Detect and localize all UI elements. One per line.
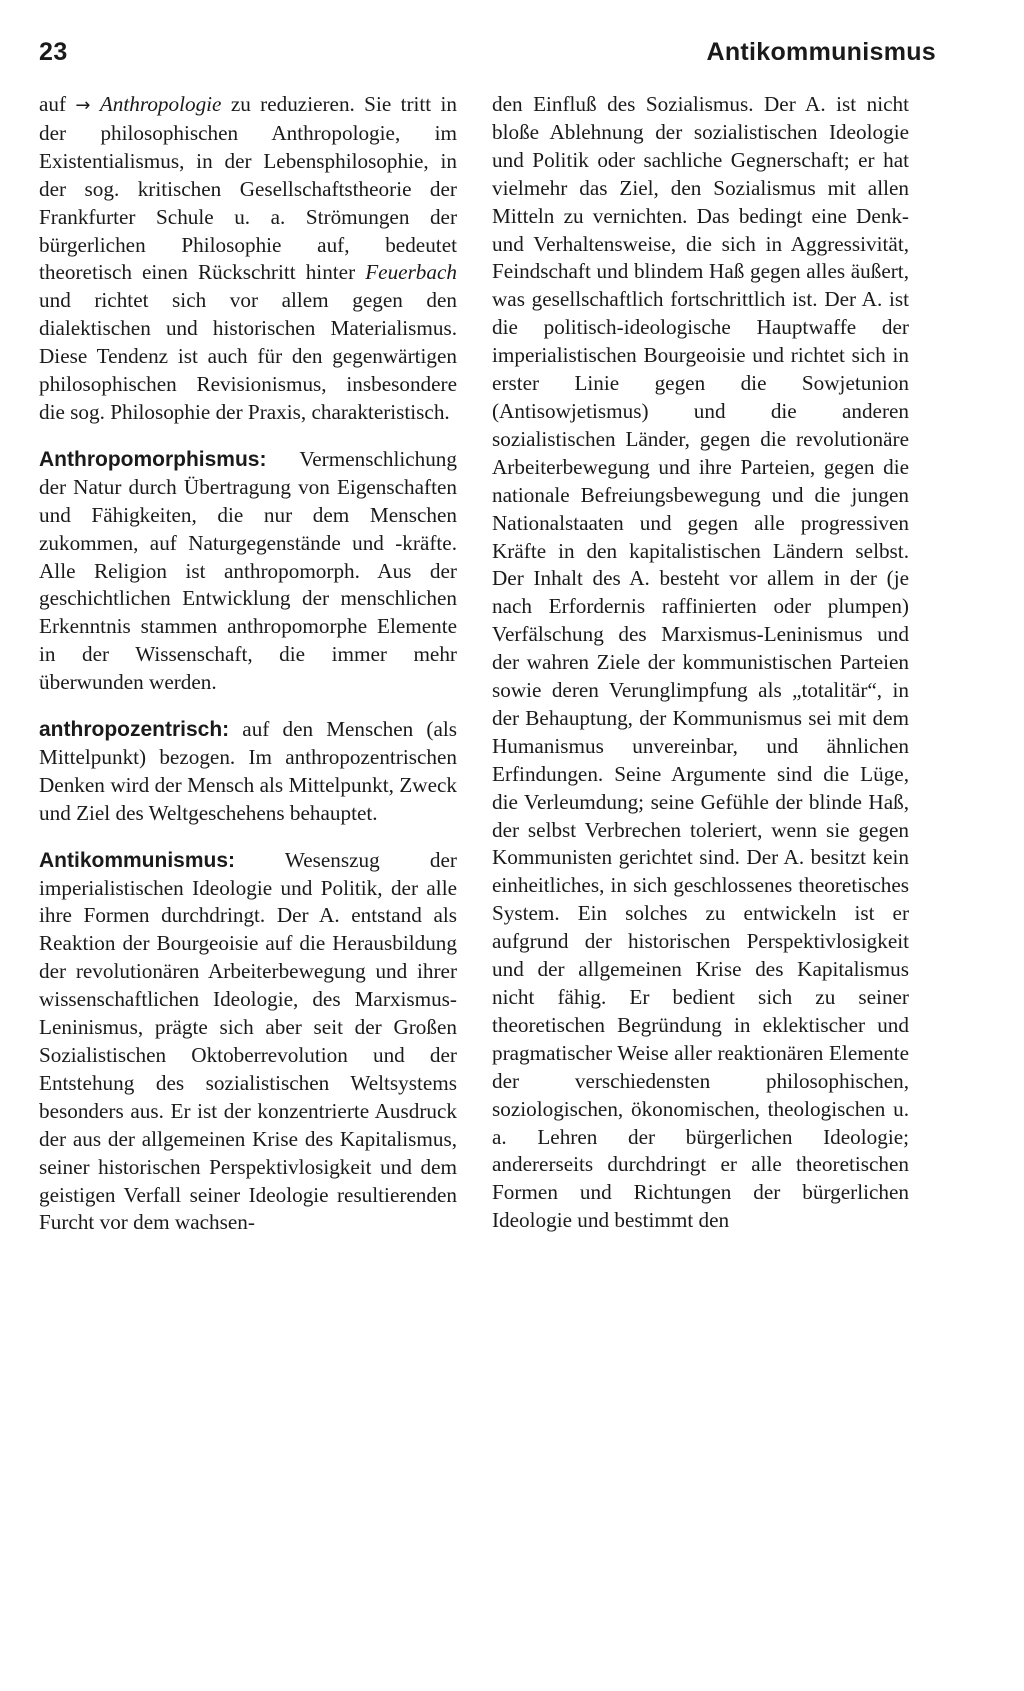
entry-text-anthropomorphismus: Vermenschlichung der Natur durch Übertragung von Eigenschaften und Fähigkeiten, die nur dem Menschen zukommen, auf Naturgegenstände und -kräfte. Alle Religion ist anthropomorph. Aus der geschichtlichen Entwicklung der menschlichen Erkenntnis stammen anthropomorphe Elemente in der Wissenschaft, die immer mehr überwunden werden. xyxy=(39,446,457,695)
continuation-text-b: und richtet sich vor allem gegen den dialektischen und historischen Materialismus. Diese Tendenz ist auch für den gegenwärtigen philosophischen Revisionismus, insbesondere die sog. Philosophie der Praxis, charakteristisch. xyxy=(39,288,457,424)
continuation-paragraph xyxy=(39,91,457,427)
running-head: Antikommunismus xyxy=(706,38,936,66)
headword-anthropomorphismus: Anthropomorphismus: xyxy=(39,447,267,471)
cross-reference-anthropologie: Anthropologie xyxy=(99,92,222,116)
entry-antikommunismus xyxy=(39,847,457,1238)
cross-reference-arrow-icon: → xyxy=(75,95,91,116)
entry-text-anthropozentrisch: auf den Menschen (als Mittelpunkt) bezogen. Im anthropozentrischen Denken wird der Mensch als Mittelpunkt, Zweck und Ziel des Weltgeschehens behauptet. xyxy=(39,717,457,825)
headword-anthropozentrisch: anthropozentrisch: xyxy=(39,718,230,742)
headword-antikommunismus: Antikommunismus: xyxy=(39,848,236,872)
continuation-lead: auf xyxy=(39,92,67,116)
name-feuerbach: Feuerbach xyxy=(365,260,457,285)
continuation-text-a: zu reduzieren. Sie tritt in der philosophischen Anthropologie, im Existentialismus, in der Lebensphilosophie, in der sog. kritischen Gesellschaftstheorie der Frankfurter Schule u. a. Strömungen der bürgerlichen Philosophie auf, bedeutet theoretisch einen Rückschritt hinter xyxy=(39,92,458,285)
right-column xyxy=(492,91,909,1235)
entry-anthropomorphismus xyxy=(39,446,457,697)
entry-anthropozentrisch xyxy=(39,716,457,828)
entry-text-antikommunismus-part1: Wesenszug der imperialistischen Ideologie und Politik, der alle ihre Formen durchdringt. Der A. entstand als Reaktion der Bourgeoisie auf die Herausbildung der revolutionären Arbeiterbewegung und ihrer wissenschaftlichen Ideologie, des Marxismus-Leninismus, prägte sich aber seit der Großen Sozialistischen Oktoberrevolution und der Entstehung des sozialistischen Weltsystems besonders aus. Er ist der konzentrierte Ausdruck der aus der allgemeinen Krise des Kapitalismus, seiner historischen Perspektivlosigkeit und dem geistigen Verfall seiner Ideologie resultierenden Furcht vor dem wachsen- xyxy=(39,847,457,1235)
page-number: 23 xyxy=(39,38,68,66)
left-column xyxy=(39,91,457,1237)
entry-text-antikommunismus-part2: den Einfluß des Sozialismus. Der A. ist nicht bloße Ablehnung der sozialistischen Ideologie und Politik oder sachliche Gegnerschaft; er hat vielmehr das Ziel, den Sozialismus mit allen Mitteln zu vernichten. Das bedingt eine Denk- und Verhaltensweise, die sich in Aggressivität, Feindschaft und blindem Haß gegen alles äußert, was gesellschaftlich fortschrittlich ist. Der A. ist die politisch-ideologische Hauptwaffe der imperialistischen Bourgeoisie und richtet sich in erster Linie gegen die Sowjetunion (Antisowjetismus) und die anderen sozialistischen Länder, gegen die revolutionäre Arbeiterbewegung und ihre Parteien, gegen die nationale Befreiungsbewegung und die jungen Nationalstaaten und gegen alle progressiven Kräfte in den kapitalistischen Ländern selbst. Der Inhalt des A. besteht vor allem in der (je nach Erfordernis raffinierten oder plumpen) Verfälschung des Marxismus-Leninismus und der wahren Ziele der kommunistischen Parteien sowie deren Verunglimpfung als „totalitär“, in der Behauptung, der Kommunismus sei mit dem Humanismus unvereinbar, und ähnlichen Erfindungen. Seine Argumente sind die Lüge, die Verleumdung; seine Gefühle der blinde Haß, der selbst Verbrechen toleriert, wenn sie gegen Kommunisten gerichtet sind. Der A. besitzt kein einheitliches, in sich geschlossenes theoretisches System. Ein solches zu entwickeln ist er aufgrund der historischen Perspektivlosigkeit und der allgemeinen Krise des Kapitalismus nicht fähig. Er bedient sich zu seiner theoretischen Begründung in eklektischer und pragmatischer Weise aller reaktionären Elemente der verschiedensten philosophischen, soziologischen, ökonomischen, theologischen u. a. Lehren der bürgerlichen Ideologie; andererseits durchdringt er alle theoretischen Formen und Richtungen der bürgerlichen Ideologie und bestimmt den xyxy=(492,92,909,1233)
